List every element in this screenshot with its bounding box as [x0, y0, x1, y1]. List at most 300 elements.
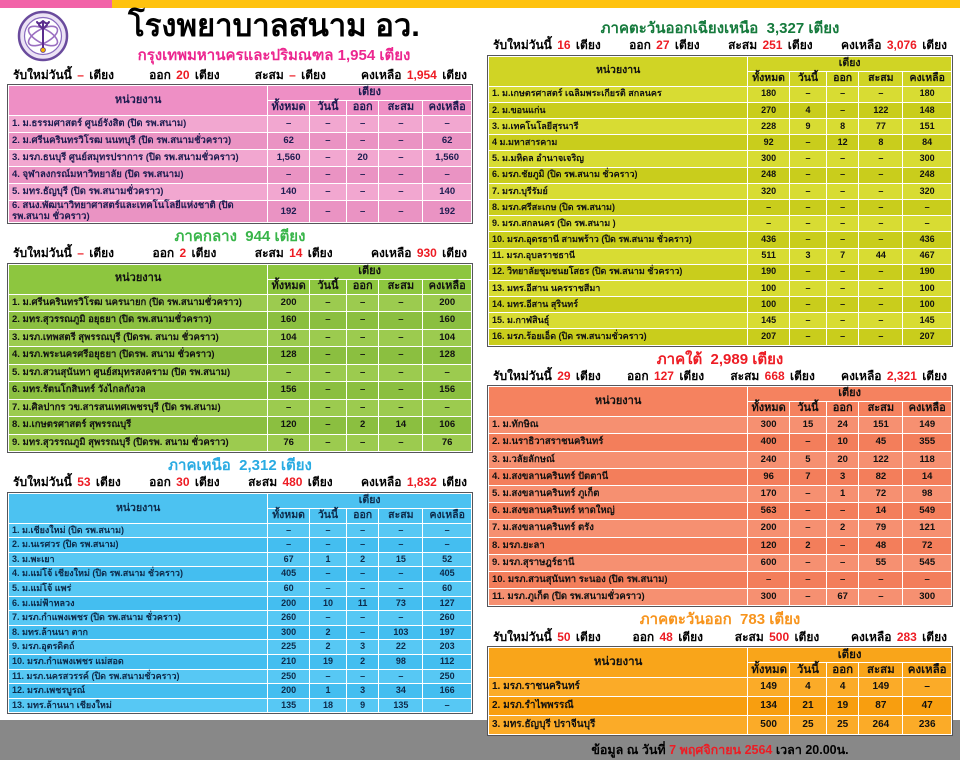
bed-count-cell: 405 — [423, 567, 472, 582]
bed-count-cell: – — [859, 264, 903, 280]
agency-name-cell: 13. มทร.อีสาน นครราชสีมา — [489, 280, 748, 296]
bed-count-cell: 79 — [859, 520, 903, 537]
col-header-out: ออก — [826, 402, 858, 417]
bed-count-cell: 192 — [268, 201, 310, 223]
bed-count-cell: 192 — [423, 201, 472, 223]
bed-count-cell: – — [346, 329, 378, 347]
bed-count-cell: 180 — [748, 86, 790, 102]
bed-count-cell: 248 — [748, 167, 790, 183]
stat-value: 500 — [769, 629, 790, 644]
table-row — [489, 715, 952, 734]
bed-count-cell: – — [346, 538, 378, 553]
agency-name-cell: 8. ม.เกษตรศาสตร์ สุพรรณบุรี — [9, 417, 268, 435]
bed-count-cell: – — [379, 347, 423, 365]
bed-count-cell: 600 — [748, 554, 790, 571]
bed-count-cell: 3 — [789, 248, 826, 264]
agency-name-cell: 10. มรภ.อุดรธานี สามพร้าว (ปิด รพ.สนาม ชั่วคราว) — [489, 232, 748, 248]
stat-segment: คงเหลือ 283 เตียง — [851, 629, 947, 644]
agency-name-cell: 4. จุฬาลงกรณ์มหาวิทยาลัย (ปิด รพ.สนาม) — [9, 167, 268, 184]
col-header-today: วันนี้ — [309, 279, 346, 294]
bed-count-cell: 47 — [903, 696, 952, 715]
bed-count-cell: 511 — [748, 248, 790, 264]
stat-segment: สะสม 251 เตียง — [728, 38, 813, 53]
bed-count-cell: – — [789, 520, 826, 537]
stat-segment: สะสม 480 เตียง — [248, 475, 333, 490]
stat-segment: รับใหม่วันนี้ 16 เตียง — [493, 38, 601, 53]
bed-count-cell: 149 — [903, 417, 952, 434]
bed-count-cell: – — [309, 523, 346, 538]
agency-name-cell: 10. มรภ.กำแพงเพชร แม่สอด — [9, 655, 268, 670]
bed-count-cell: 151 — [859, 417, 903, 434]
bed-count-cell: 14 — [903, 468, 952, 485]
table-row — [9, 201, 472, 223]
bed-count-cell: – — [789, 434, 826, 451]
bed-count-cell: 62 — [423, 133, 472, 150]
bed-count-cell: – — [826, 503, 858, 520]
bed-count-cell: 14 — [379, 417, 423, 435]
bed-count-cell: 20 — [346, 150, 378, 167]
table-row — [9, 364, 472, 382]
bed-count-cell: – — [789, 329, 826, 345]
bed-count-cell: – — [268, 538, 310, 553]
agency-name-cell: 2. มทร.สุวรรณภูมิ อยุธยา (ปิด รพ.สนามชั่วคราว) — [9, 312, 268, 330]
bed-count-cell: – — [309, 382, 346, 400]
bed-count-cell: 250 — [423, 669, 472, 684]
bed-count-cell: 2 — [309, 625, 346, 640]
bed-count-cell: – — [748, 216, 790, 232]
region-table-central — [7, 263, 473, 454]
agency-name-cell: 3. มทร.ธัญบุรี ปราจีนบุรี — [489, 715, 748, 734]
bed-count-cell: 84 — [903, 135, 952, 151]
bed-count-cell: – — [826, 554, 858, 571]
bed-count-cell: – — [268, 167, 310, 184]
stat-segment: คงเหลือ 2,321 เตียง — [841, 368, 947, 383]
table-row — [9, 294, 472, 312]
table-row — [489, 537, 952, 554]
bed-count-cell: 21 — [789, 696, 826, 715]
bed-count-cell: – — [268, 399, 310, 417]
agency-name-cell: 2. ม.นเรศวร (ปิด รพ.สนาม) — [9, 538, 268, 553]
bed-count-cell: – — [379, 312, 423, 330]
table-row — [9, 596, 472, 611]
region-section-northeast — [487, 20, 953, 347]
data-timestamp — [487, 740, 953, 760]
bed-count-cell: – — [379, 364, 423, 382]
bed-count-cell: 8 — [826, 119, 858, 135]
table-row — [489, 167, 952, 183]
col-header-beds: เตียง — [268, 86, 472, 101]
bed-count-cell: 405 — [268, 567, 310, 582]
bed-count-cell: 104 — [268, 329, 310, 347]
agency-name-cell: 10. มรภ.สวนสุนันทา ระนอง (ปิด รพ.สนาม) — [489, 571, 748, 588]
table-row — [489, 451, 952, 468]
bed-count-cell: 67 — [268, 552, 310, 567]
bed-count-cell: 1,560 — [423, 150, 472, 167]
col-header-remaining: คงเหลือ — [423, 279, 472, 294]
stat-segment: ออก 48 เตียง — [632, 629, 703, 644]
bed-count-cell: – — [309, 582, 346, 597]
bed-count-cell: 190 — [903, 264, 952, 280]
bed-count-cell: 156 — [423, 382, 472, 400]
bed-count-cell: – — [789, 297, 826, 313]
col-header-cumulative: สะสม — [379, 279, 423, 294]
stat-value: 20 — [176, 68, 190, 82]
bed-count-cell: 300 — [903, 589, 952, 606]
agency-name-cell: 3. มรภ.เทพสตรี สุพรรณบุรี (ปิดรพ. สนาม ชั่วคราว) — [9, 329, 268, 347]
table-row — [489, 183, 952, 199]
stat-value: 251 — [762, 38, 783, 53]
agency-name-cell: 2. ม.ศรีนครินทรวิโรฒ นนทบุรี (ปิด รพ.สนามชั่วคราว) — [9, 133, 268, 150]
bed-count-cell: – — [789, 232, 826, 248]
agency-name-cell: 11. มรภ.นครสวรรค์ (ปิด รพ.สนามชั่วคราว) — [9, 669, 268, 684]
bed-count-cell: 200 — [268, 684, 310, 699]
col-header-today: วันนี้ — [789, 402, 826, 417]
stat-segment: ออก 27 เตียง — [629, 38, 700, 53]
stat-segment: สะสม – เตียง — [254, 68, 326, 82]
bed-count-cell: 52 — [423, 552, 472, 567]
col-header-out: ออก — [826, 662, 858, 677]
stat-segment: คงเหลือ 1,832 เตียง — [361, 475, 467, 490]
bed-count-cell: – — [789, 280, 826, 296]
bed-count-cell: 200 — [268, 294, 310, 312]
agency-name-cell: 5. ม.มหิดล อำนาจเจริญ — [489, 151, 748, 167]
bed-count-cell: – — [346, 611, 378, 626]
bed-count-cell: – — [309, 434, 346, 452]
bed-count-cell: 15 — [379, 552, 423, 567]
region-stats-bangkok — [7, 67, 473, 84]
agency-name-cell: 7. ม.ศิลปากร วข.สารสนเทศเพชรบุรี (ปิด รพ.สนาม) — [9, 399, 268, 417]
table-row — [489, 434, 952, 451]
stat-value: – — [77, 68, 84, 82]
col-header-beds: เตียง — [748, 387, 952, 402]
region-title-east: ภาคตะวันออก 783 เตียง — [639, 611, 801, 629]
stat-value: 3,076 — [886, 38, 917, 53]
bed-count-cell: – — [789, 554, 826, 571]
region-stats-central — [7, 245, 473, 262]
bed-count-cell: 67 — [826, 589, 858, 606]
bed-count-cell: 12 — [826, 135, 858, 151]
stat-value: 14 — [289, 246, 303, 261]
bed-count-cell: – — [309, 611, 346, 626]
bed-count-cell: – — [379, 399, 423, 417]
bed-count-cell: – — [379, 611, 423, 626]
bed-count-cell: – — [346, 347, 378, 365]
table-row — [9, 167, 472, 184]
region-section-central — [7, 228, 473, 453]
bed-count-cell: – — [346, 399, 378, 417]
bed-count-cell: – — [789, 151, 826, 167]
col-header-agency: หน่วยงาน — [9, 264, 268, 294]
region-stats-north — [7, 474, 473, 491]
bed-count-cell: 248 — [903, 167, 952, 183]
bed-count-cell: 355 — [903, 434, 952, 451]
agency-name-cell: 2. ม.นราธิวาสราชนครินทร์ — [489, 434, 748, 451]
agency-name-cell: 4. มรภ.พระนครศรีอยุธยา (ปิดรพ. สนาม ชั่วคราว) — [9, 347, 268, 365]
bed-count-cell: – — [789, 216, 826, 232]
table-row — [489, 264, 952, 280]
table-row — [9, 582, 472, 597]
agency-name-cell: 1. มรภ.ราชนครินทร์ — [489, 677, 748, 696]
stat-value: 480 — [282, 475, 303, 490]
bed-count-cell: – — [826, 183, 858, 199]
bed-count-cell: 120 — [748, 537, 790, 554]
bed-count-cell: 9 — [346, 698, 378, 713]
bed-count-cell: 7 — [789, 468, 826, 485]
agency-name-cell: 8. มทร.ล้านนา ตาก — [9, 625, 268, 640]
bed-count-cell: 236 — [903, 715, 952, 734]
bed-count-cell: 3 — [826, 468, 858, 485]
agency-name-cell: 9. มทร.สุวรรณภูมิ สุพรรณบุรี (ปิดรพ. สนาม ชั่วคราว) — [9, 434, 268, 452]
col-header-today: วันนี้ — [789, 71, 826, 86]
col-header-today: วันนี้ — [789, 662, 826, 677]
bed-count-cell: 9 — [789, 119, 826, 135]
table-row — [489, 696, 952, 715]
page-title: โรงพยาบาลสนาม อว. — [128, 8, 420, 43]
bed-count-cell: – — [826, 199, 858, 215]
stat-value: 30 — [176, 475, 190, 490]
region-section-east — [487, 611, 953, 736]
agency-name-cell: 9. มรภ.สุราษฎร์ธานี — [489, 554, 748, 571]
bed-count-cell: 11 — [346, 596, 378, 611]
table-row — [489, 248, 952, 264]
bed-count-cell: – — [826, 313, 858, 329]
bed-count-cell: – — [789, 589, 826, 606]
col-header-cumulative: สะสม — [379, 508, 423, 523]
bed-count-cell: – — [379, 434, 423, 452]
bed-count-cell: – — [379, 184, 423, 201]
bed-count-cell: 1 — [826, 486, 858, 503]
col-header-beds: เตียง — [268, 493, 472, 508]
bed-count-cell: 3 — [346, 640, 378, 655]
table-row — [9, 116, 472, 133]
bed-count-cell: 200 — [268, 596, 310, 611]
col-header-total: ทั้งหมด — [268, 279, 310, 294]
bed-count-cell: – — [346, 184, 378, 201]
bed-count-cell: – — [423, 538, 472, 553]
bed-count-cell: 549 — [903, 503, 952, 520]
bed-count-cell: 45 — [859, 434, 903, 451]
bed-count-cell: – — [309, 347, 346, 365]
col-header-total: ทั้งหมด — [748, 71, 790, 86]
col-header-remaining: คงเหลือ — [423, 101, 472, 116]
bed-count-cell: 19 — [826, 696, 858, 715]
bed-count-cell: – — [346, 567, 378, 582]
col-header-beds: เตียง — [748, 56, 952, 71]
bed-count-cell: – — [379, 567, 423, 582]
bed-count-cell: 2 — [826, 520, 858, 537]
stat-value: 2,321 — [886, 368, 917, 383]
stat-segment: ออก 30 เตียง — [149, 475, 220, 490]
bed-count-cell: – — [826, 537, 858, 554]
agency-name-cell: 15. ม.กาฬสินธุ์ — [489, 313, 748, 329]
col-header-total: ทั้งหมด — [268, 101, 310, 116]
stat-segment: สะสม 500 เตียง — [734, 629, 820, 644]
bed-count-cell: – — [789, 167, 826, 183]
bed-count-cell: – — [859, 589, 903, 606]
bed-count-cell: – — [903, 199, 952, 215]
table-row — [489, 329, 952, 345]
bed-count-cell: 300 — [748, 151, 790, 167]
bed-count-cell: – — [789, 183, 826, 199]
bed-count-cell: 1 — [309, 684, 346, 699]
col-header-out: ออก — [346, 508, 378, 523]
table-row — [9, 538, 472, 553]
bed-count-cell: – — [859, 199, 903, 215]
bed-count-cell: – — [379, 201, 423, 223]
stat-value: 127 — [653, 368, 674, 383]
bed-count-cell: – — [379, 116, 423, 133]
agency-name-cell: 7. มรภ.บุรีรัมย์ — [489, 183, 748, 199]
bed-count-cell: 545 — [903, 554, 952, 571]
bed-count-cell: 2 — [309, 640, 346, 655]
agency-name-cell: 2. ม.ขอนแก่น — [489, 102, 748, 118]
table-row — [9, 329, 472, 347]
bed-count-cell: 77 — [859, 119, 903, 135]
bed-count-cell: – — [268, 523, 310, 538]
bed-count-cell: 180 — [903, 86, 952, 102]
table-row — [489, 232, 952, 248]
table-row — [9, 133, 472, 150]
table-row — [9, 567, 472, 582]
bed-count-cell: 436 — [748, 232, 790, 248]
bed-count-cell: – — [379, 167, 423, 184]
bed-count-cell: 240 — [748, 451, 790, 468]
col-header-remaining: คงเหลือ — [903, 71, 952, 86]
bed-count-cell: – — [826, 297, 858, 313]
agency-name-cell: 4 ม.มหาสารคาม — [489, 135, 748, 151]
bed-count-cell: – — [379, 669, 423, 684]
bed-count-cell: – — [309, 116, 346, 133]
agency-name-cell: 1. ม.เกษตรศาสตร์ เฉลิมพระเกียรติ สกลนคร — [489, 86, 748, 102]
stat-segment: รับใหม่วันนี้ 53 เตียง — [13, 475, 121, 490]
bed-count-cell: – — [309, 399, 346, 417]
col-header-remaining: คงเหลือ — [423, 508, 472, 523]
table-row — [489, 297, 952, 313]
col-header-out: ออก — [346, 101, 378, 116]
bed-count-cell: 72 — [903, 537, 952, 554]
table-row — [489, 677, 952, 696]
bed-count-cell: – — [826, 280, 858, 296]
bed-count-cell: 156 — [268, 382, 310, 400]
bed-count-cell: 134 — [748, 696, 790, 715]
bed-count-cell: – — [859, 232, 903, 248]
bed-count-cell: 60 — [423, 582, 472, 597]
bed-count-cell: – — [423, 698, 472, 713]
bed-count-cell: 145 — [903, 313, 952, 329]
bed-count-cell: 203 — [423, 640, 472, 655]
bed-count-cell: – — [309, 329, 346, 347]
bed-count-cell: – — [346, 294, 378, 312]
table-row — [9, 669, 472, 684]
bed-count-cell: 166 — [423, 684, 472, 699]
bed-count-cell: 1 — [309, 552, 346, 567]
bed-count-cell: – — [859, 151, 903, 167]
bed-count-cell: 225 — [268, 640, 310, 655]
topbar-pink-segment — [0, 0, 112, 8]
col-header-agency: หน่วยงาน — [9, 493, 268, 523]
table-row — [489, 102, 952, 118]
bed-count-cell: 250 — [268, 669, 310, 684]
bed-count-cell: – — [423, 116, 472, 133]
table-row — [489, 313, 952, 329]
agency-name-cell: 7. มรภ.กำแพงเพชร (ปิด รพ.สนาม ชั่วคราว) — [9, 611, 268, 626]
stat-segment: สะสม 14 เตียง — [254, 246, 333, 261]
bed-count-cell: – — [309, 184, 346, 201]
agency-name-cell: 12. มรภ.เพชรบูรณ์ — [9, 684, 268, 699]
table-row — [489, 151, 952, 167]
table-row — [9, 625, 472, 640]
report-header — [7, 8, 473, 67]
agency-name-cell: 5. มทร.ธัญบุรี (ปิด รพ.สนามชั่วคราว) — [9, 184, 268, 201]
bed-count-cell: 20 — [826, 451, 858, 468]
col-header-beds: เตียง — [268, 264, 472, 279]
table-row — [9, 312, 472, 330]
bed-count-cell: – — [789, 571, 826, 588]
bed-count-cell: 300 — [903, 151, 952, 167]
table-row — [489, 468, 952, 485]
bed-count-cell: 118 — [903, 451, 952, 468]
bed-count-cell: – — [826, 571, 858, 588]
agency-name-cell: 1. ม.เชียงใหม่ (ปิด รพ.สนาม) — [9, 523, 268, 538]
bed-count-cell: 200 — [423, 294, 472, 312]
bed-count-cell: 15 — [789, 417, 826, 434]
bed-count-cell: 100 — [748, 280, 790, 296]
stat-segment: รับใหม่วันนี้ – เตียง — [13, 246, 115, 261]
bed-count-cell: – — [789, 313, 826, 329]
agency-name-cell: 1. ม.ศรีนครินทรวิโรฒ นครนายก (ปิด รพ.สนามชั่วคราว) — [9, 294, 268, 312]
bed-count-cell: 10 — [826, 434, 858, 451]
bed-count-cell: 207 — [748, 329, 790, 345]
stat-value: 1,954 — [406, 68, 437, 82]
stat-value: 668 — [764, 368, 785, 383]
bed-count-cell: 1,560 — [268, 150, 310, 167]
bed-count-cell: – — [309, 538, 346, 553]
bed-count-cell: 207 — [903, 329, 952, 345]
bed-count-cell: – — [346, 364, 378, 382]
top-color-bar — [0, 0, 960, 8]
bed-count-cell: 121 — [903, 520, 952, 537]
bed-count-cell: 103 — [379, 625, 423, 640]
agency-name-cell: 4. ม.แม่โจ้ เชียงใหม่ (ปิด รพ.สนาม ชั่วคราว) — [9, 567, 268, 582]
bed-count-cell: 18 — [309, 698, 346, 713]
bed-count-cell: 92 — [748, 135, 790, 151]
stat-segment: รับใหม่วันนี้ 29 เตียง — [493, 368, 601, 383]
bed-count-cell: 76 — [423, 434, 472, 452]
ministry-seal-icon — [17, 10, 69, 67]
stat-value: 27 — [656, 38, 670, 53]
table-row — [489, 571, 952, 588]
bed-count-cell: 160 — [268, 312, 310, 330]
bed-count-cell: 197 — [423, 625, 472, 640]
bed-count-cell: 4 — [826, 677, 858, 696]
col-header-cumulative: สะสม — [859, 71, 903, 86]
bed-count-cell: – — [309, 294, 346, 312]
bed-count-cell: 82 — [859, 468, 903, 485]
bed-count-cell: – — [379, 294, 423, 312]
bed-count-cell: 3 — [346, 684, 378, 699]
bed-count-cell: – — [309, 133, 346, 150]
bed-count-cell: – — [859, 280, 903, 296]
col-header-agency: หน่วยงาน — [489, 56, 748, 86]
agency-name-cell: 5. ม.สงขลานครินทร์ ภูเก็ต — [489, 486, 748, 503]
bed-count-cell: – — [346, 167, 378, 184]
agency-name-cell: 5. มรภ.สวนสุนันทา ศูนย์สมุทรสงคราม (ปิด รพ.สนาม) — [9, 364, 268, 382]
stat-value: 53 — [77, 475, 91, 490]
bed-count-cell: 2 — [346, 655, 378, 670]
bed-count-cell: 148 — [903, 102, 952, 118]
bed-count-cell: 300 — [748, 589, 790, 606]
stat-value: – — [77, 246, 84, 261]
